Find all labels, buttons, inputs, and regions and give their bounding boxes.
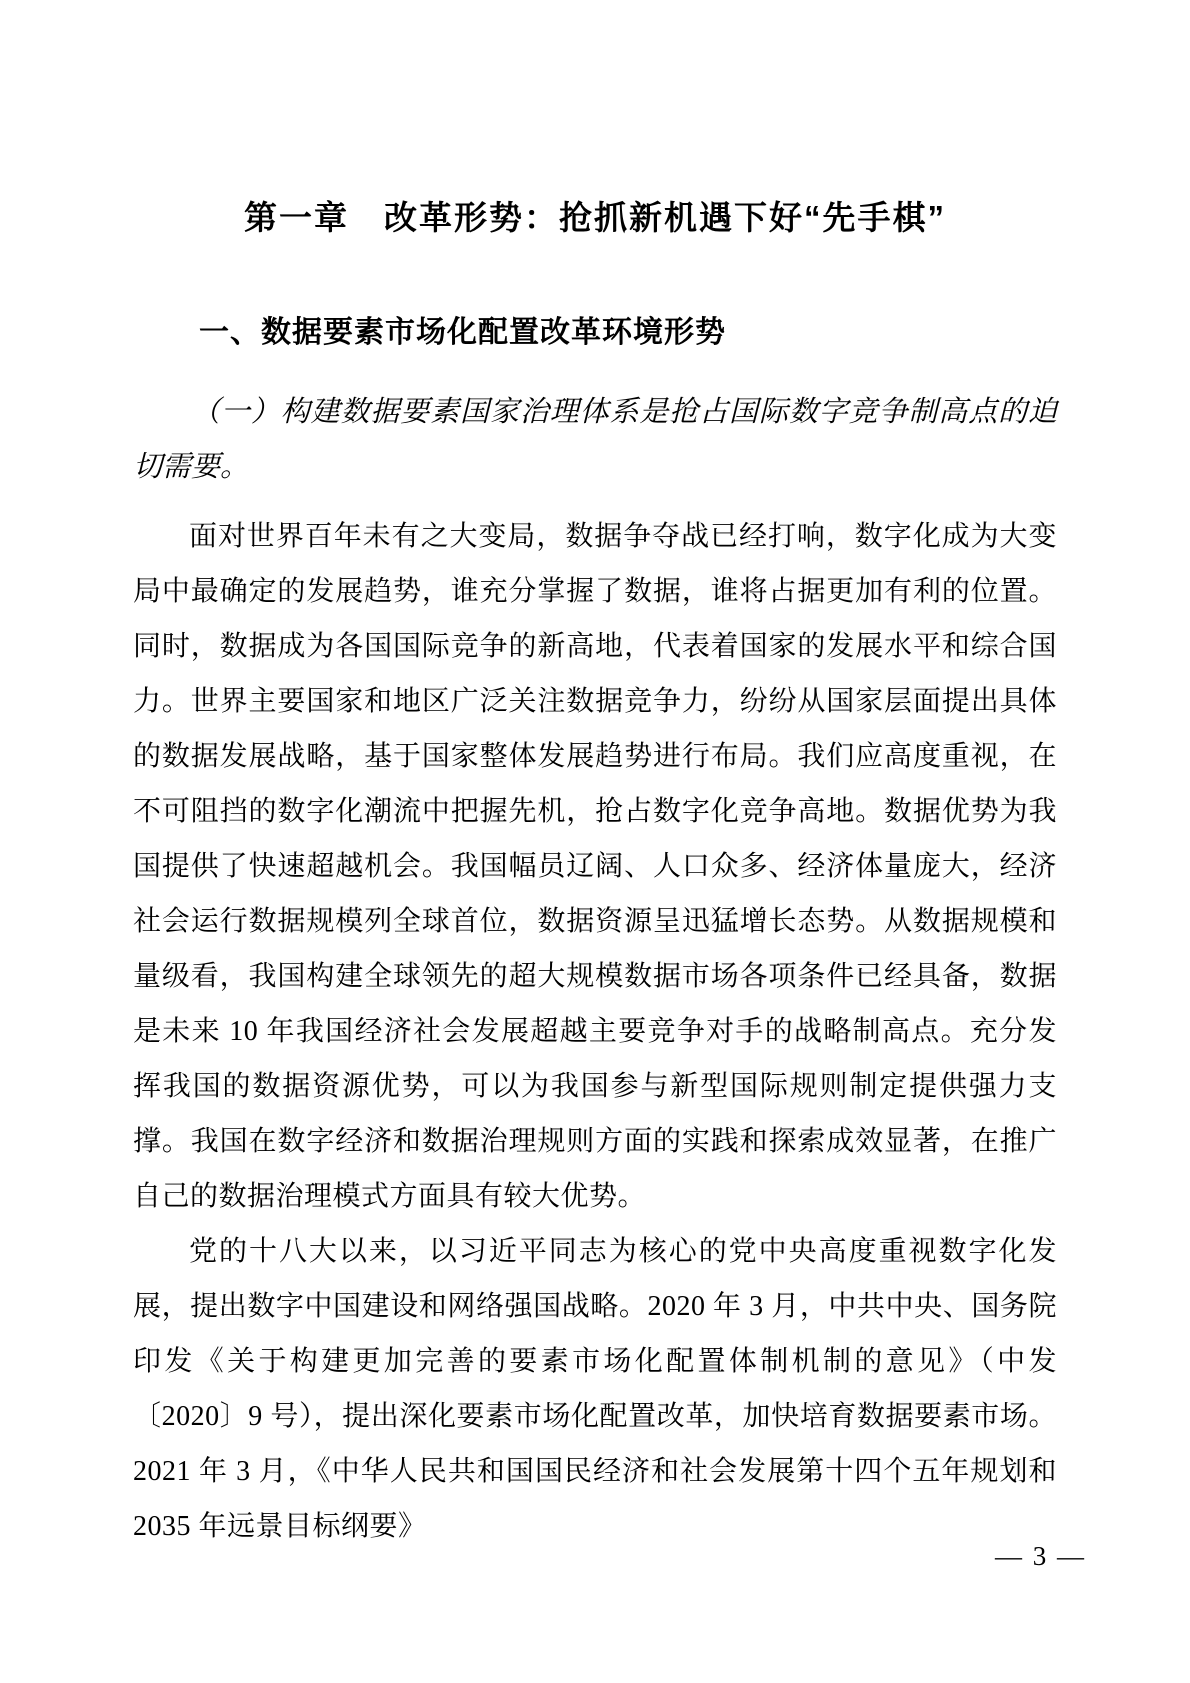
subsection-heading: （一）构建数据要素国家治理体系是抢占国际数字竞争制高点的迫切需要。	[133, 396, 1057, 483]
section-heading: 一、数据要素市场化配置改革环境形势	[199, 316, 726, 349]
body-paragraph-1: 面对世界百年未有之大变局，数据争夺战已经打响，数字化成为大变局中最确定的发展趋势，谁充分掌握了数据，谁将占据更加有利的位置。同时，数据成为各国国际竞争的新高地，代表着国家的发展水平和综合国力。世界主要国家和地区广泛关注数据竞争力，纷纷从国家层面提出具体的数据发展战略，基于国家整体发展趋势进行布局。我们应高度重视，在不可阻挡的数字化潮流中把握先机，抢占数字化竞争高地。数据优势为我国提供了快速超越机会。我国幅员辽阔、人口众多、经济体量庞大，经济社会运行数据规模列全球首位，数据资源呈迅猛增长态势。从数据规模和量级看，我国构建全球领先的超大规模数据市场各项条件已经具备，数据是未来 10 年我国经济社会发展超越主要竞争对手的战略制高点。充分发挥我国的数据资源优势，可以为我国参与新型国际规则制定提供强力支撑。我国在数字经济和数据治理规则方面的实践和探索成效显著，在推广自己的数据治理模式方面具有较大优势。	[133, 521, 1057, 1212]
body-paragraph-2: 党的十八大以来，以习近平同志为核心的党中央高度重视数字化发展，提出数字中国建设和网络强国战略。2020 年 3 月，中共中央、国务院印发《关于构建更加完善的要素市场化配置体制机制的意见》（中发〔2020〕9 号），提出深化要素市场化配置改革，加快培育数据要素市场。2021 年 3 月，《中华人民共和国国民经济和社会发展第十四个五年规划和 2035 年远景目标纲要》	[133, 1236, 1057, 1542]
chapter-title: 第一章 改革形势：抢抓新机遇下好“先手棋”	[244, 199, 946, 236]
page-number: — 3 —	[995, 1541, 1086, 1571]
